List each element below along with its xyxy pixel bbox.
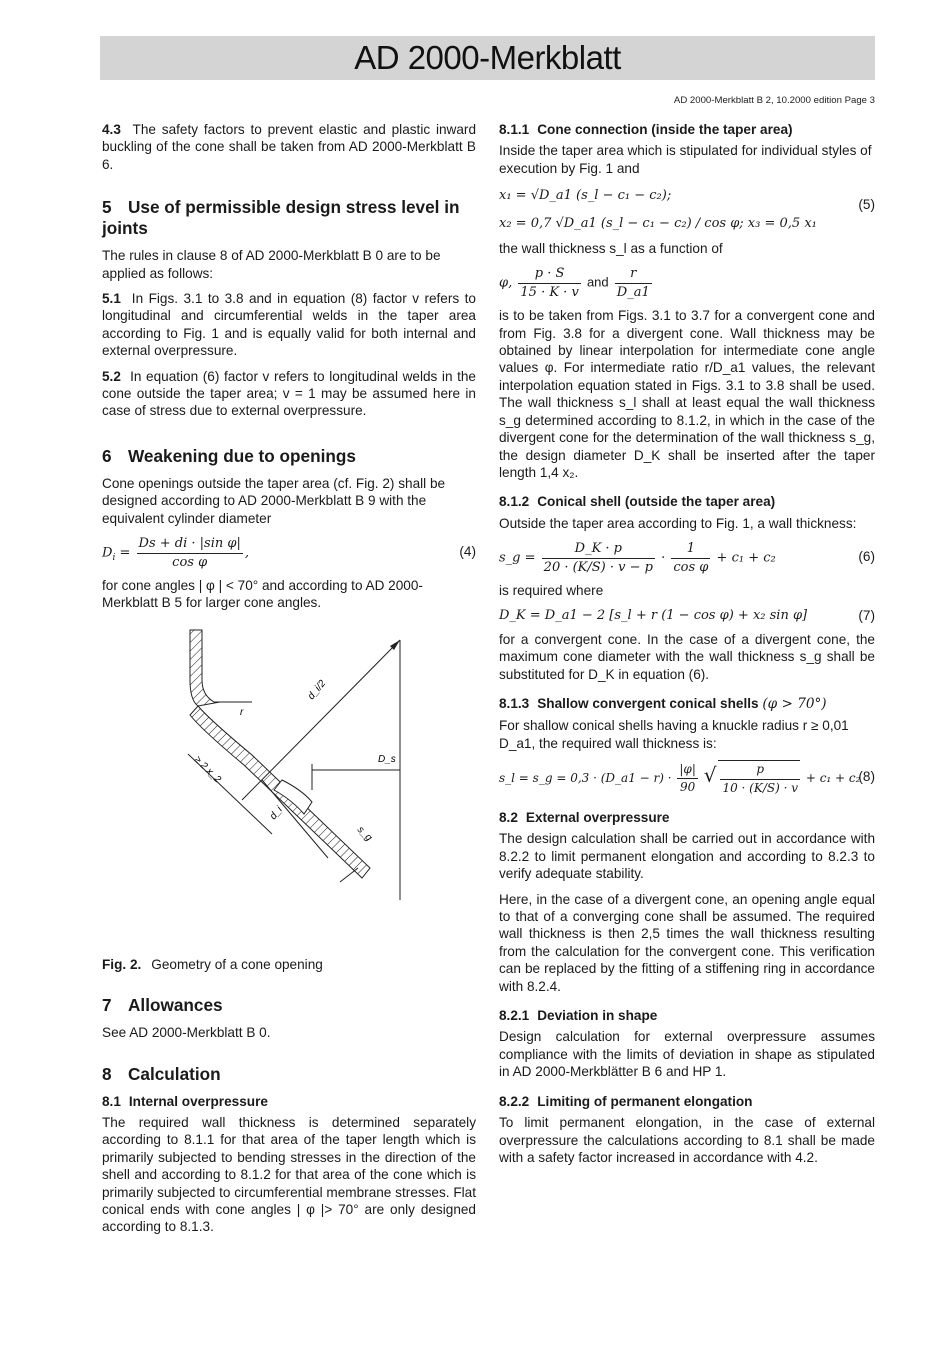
running-head: AD 2000-Merkblatt B 2, 10.2000 edition Page 3 xyxy=(673,95,875,106)
section-5-heading: 5 Use of permissible design stress level in joints xyxy=(102,197,460,239)
ratio-expression: φ, $\frac{p \cdot S}{15 \cdot K \cdot v}$ and $\frac{r}{D\_a1}$ xyxy=(499,266,650,300)
section-6-text: Cone openings outside the taper area (cf. Fig. 2) shall be designed according to AD 2000-Merkblatt B 9 with the equivalent cylinder diameter xyxy=(102,475,446,526)
equation-8: s_l = s_g = 0,3 · (D_a1 − r) · $\frac{|\varphi|}{90}$ √ $\frac{p}{10 \cdot (K/S) \cdot v}$ + c₁ + c₂ (8) xyxy=(499,760,875,797)
equation-8-number: (8) xyxy=(858,769,875,785)
section-8-1-2-text: Outside the taper area according to Fig. 1, a wall thickness: xyxy=(499,515,857,531)
equation-7: D_K = D_a1 − 2 [s_l + r (1 − cos φ) + x₂ sin φ] (7) xyxy=(499,608,875,624)
equation-5-line-1: x₁ = √D_a1 (s_l − c₁ − c₂); xyxy=(499,188,672,204)
section-7-text: See AD 2000-Merkblatt B 0. xyxy=(102,1025,271,1041)
cone-opening-diagram xyxy=(102,620,476,920)
section-6-heading: 6 Weakening due to openings xyxy=(102,445,356,466)
paragraph-5-2: 5.2 In equation (6) factor v refers to longitudinal welds in the cone outside the taper area; v = 1 may be assumed here in case of stress due to external overpressure. xyxy=(102,368,476,419)
equation-6: s_g = $\frac{D\_K \cdot p}{20 \cdot (K/S) \cdot v - p}$ · $\frac{1}{\text{cos φ}}$ + c₁ + c₂ (6) xyxy=(499,541,875,575)
section-5-intro: The rules in clause 8 of AD 2000-Merkblatt B 0 are to be applied as follows: xyxy=(102,248,441,281)
equation-5 xyxy=(499,187,875,232)
section-6-after: for cone angles | φ | < 70° and according to AD 2000-Merkblatt B 5 for larger cone angles. xyxy=(102,577,423,611)
label-x2: ≥ 2 x_2 xyxy=(191,754,223,785)
header-banner xyxy=(100,36,875,80)
equation-4-number: (4) xyxy=(459,544,476,560)
cylinder-wall xyxy=(190,630,220,706)
thickness-arrow xyxy=(340,868,358,882)
section-8-1-3-heading: 8.1.3 Shallow convergent conical shells (φ > 70°) xyxy=(499,695,827,712)
section-8-1-1-function: the wall thickness s_l as a function of xyxy=(499,241,723,257)
equation-5-line-2: x₂ = 0,7 √D_a1 (s_l − c₁ − c₂) / cos φ; x₃ = 0,5 x₁ xyxy=(499,215,817,231)
section-8-1-1-text: Inside the taper area which is stipulated for individual styles of execution by Fig. 1 and xyxy=(499,143,872,176)
section-7-heading: 7 Allowances xyxy=(102,995,223,1016)
label-ds: D_s xyxy=(378,753,396,765)
section-8-1-2-where: is required where xyxy=(499,582,604,598)
section-8-2-paragraph-1: The design calculation shall be carried out in accordance with 8.2.2 to limit permanent elongation and according to 8.2.3 to verify adequate stability. xyxy=(499,831,875,882)
figure-2-caption: Fig. 2. Geometry of a cone opening xyxy=(102,956,323,972)
section-8-2-paragraph-2: Here, in the case of a divergent cone, an opening angle equal to that of a converging cone shall be assumed. The required wall thickness is then 2,5 times the wall thickness resulting from the calculation for the convergent cone. This verification can be replaced by the fitting of a stiffening ring in accordance with 8.2.4. xyxy=(499,891,875,994)
section-8-2-2-heading: 8.2.2 Limiting of permanent elongation xyxy=(499,1093,753,1109)
equation-4-fraction: $\frac{\text{Ds + di · |sin φ|}}{\text{cos φ}}$ xyxy=(138,536,241,570)
section-8-2-2-text: To limit permanent elongation, in the case of external overpressure the calculations according to 8.1 shall be made with a safety factor increased in accordance with 4.2. xyxy=(499,1115,875,1165)
label-r: r xyxy=(240,706,244,718)
equation-4: $D_i$ = $\frac{\text{Ds + di · |sin φ|}}{\text{cos φ}}$ , (4) xyxy=(102,536,476,570)
section-8-1-3-text: For shallow conical shells having a knuckle radius r ≥ 0,01 D_a1, the required wall thickness is: xyxy=(499,718,849,751)
section-8-2-1-text: Design calculation for external overpressure assumes compliance with the limits of deviation in shape as stipulated in AD 2000-Merkblätter B 6 and HP 1. xyxy=(499,1029,875,1080)
section-8-1-2-after: for a convergent cone. In the case of a divergent cone, the maximum cone diameter with the wall thickness s_g shall be substituted for D_K in equation (6). xyxy=(499,631,875,682)
paragraph-5-1: 5.1 In Figs. 3.1 to 3.8 and in equation (8) factor v refers to longitudinal and circumferential welds in the taper area according to Fig. 1 and is equally valid for both internal and external overpressure. xyxy=(102,291,476,359)
right-column xyxy=(499,121,875,1174)
section-8-1-text: The required wall thickness is determined separately according to 8.1.1 for that area of the taper length which is primarily subjected to bending stresses in the direction of the shell and according to 8.1.2 for that area of the cone which is primarily subjected to circumferential membrane stresses. Flat conical ends with cone angles | φ |> 70° are only designed according to 8.1.3. xyxy=(102,1114,476,1235)
label-di2: d_i/2 xyxy=(305,677,329,702)
label-di: d_i xyxy=(267,804,285,822)
section-8-2-heading: 8.2 External overpressure xyxy=(499,810,670,825)
section-8-1-1-body: is to be taken from Figs. 3.1 to 3.7 for a convergent cone and from Fig. 3.8 for a divergent cone. Wall thickness may be obtained by linear interpolation for intermediate cone angle values φ. For intermediate ratio r/D_a1 values, the relevant interpolation equation stated in Figs. 3.1 to 3.8 shall be used. The wall thickness s_l shall at least equal the wall thickness s_g determined according to 8.1.2, in which in the case of the divergent cone for the determination of the wall thickness s_g, the design diameter D_K shall be inserted after the taper length 1,4 x₂. xyxy=(499,308,875,480)
equation-6-number: (6) xyxy=(858,549,875,565)
section-8-1-1-heading: 8.1.1 Cone connection (inside the taper area) xyxy=(499,122,793,137)
section-8-2-1-heading: 8.2.1 Deviation in shape xyxy=(499,1008,658,1024)
dimension-line-di2 xyxy=(242,640,400,800)
equation-5-number: (5) xyxy=(858,197,875,213)
label-sg: s_g xyxy=(354,824,375,844)
equation-7-number: (7) xyxy=(858,608,875,624)
banner-title: AD 2000-Merkblatt xyxy=(354,39,621,76)
section-8-1-2-heading: 8.1.2 Conical shell (outside the taper area) xyxy=(499,494,776,510)
left-column xyxy=(102,121,476,1244)
figure-2 xyxy=(102,620,476,950)
section-8-1-heading: 8.1 Internal overpressure xyxy=(102,1093,268,1109)
paragraph-4-3: 4.3 The safety factors to prevent elastic and plastic inward buckling of the cone shall be taken from AD 2000-Merkblatt B 6. xyxy=(102,122,477,172)
section-8-heading: 8 Calculation xyxy=(102,1063,221,1084)
